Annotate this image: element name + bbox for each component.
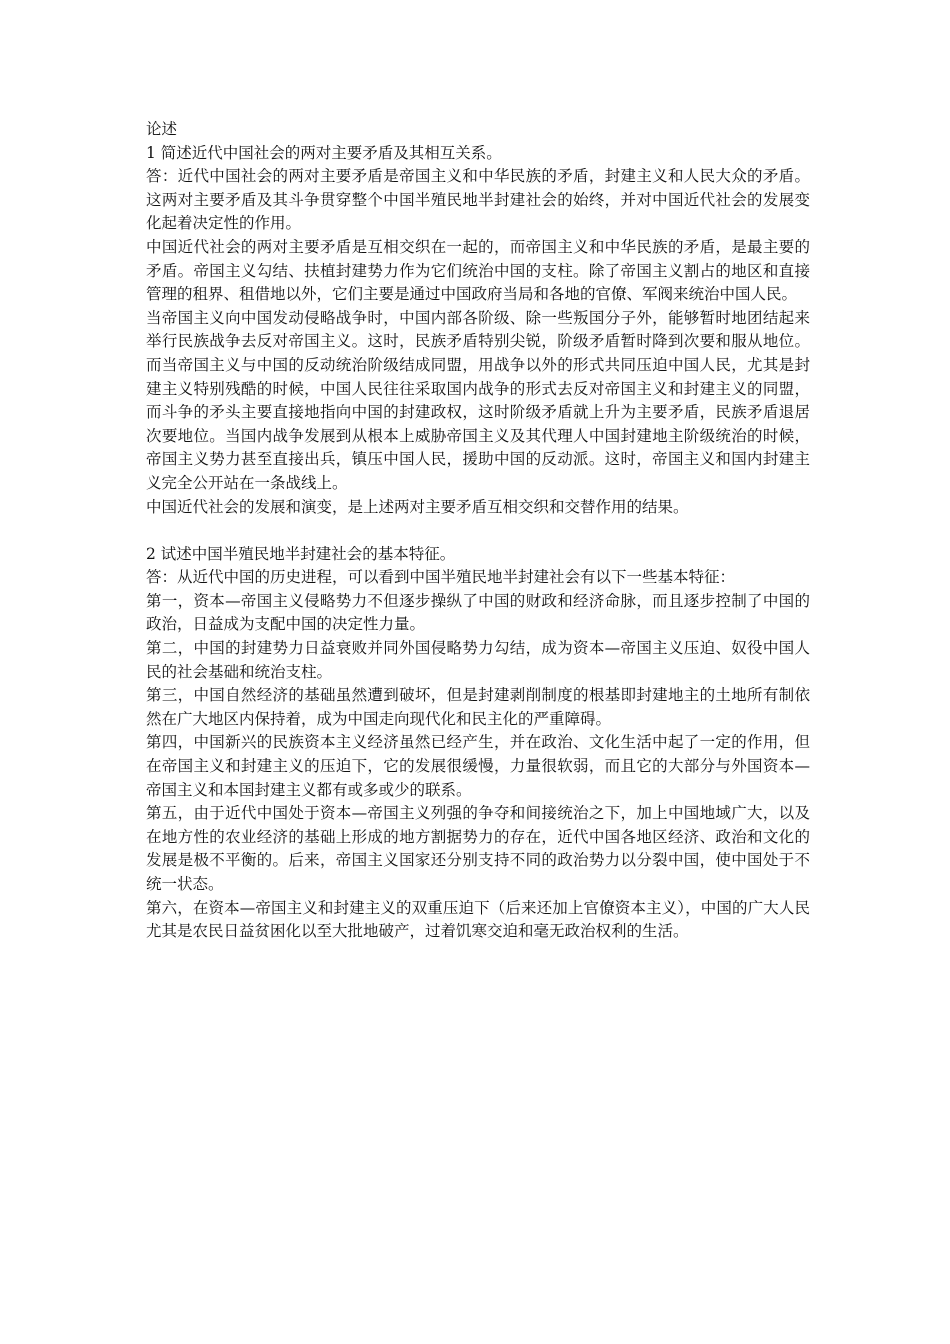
q2-paragraph: 第二，中国的封建势力日益衰败并同外国侵略势力勾结，成为资本—帝国主义压迫、奴役中国人民的社会基础和统治支柱。 [146, 639, 810, 681]
q2-paragraph: 第一，资本—帝国主义侵略势力不但逐步操纵了中国的财政和经济命脉，而且逐步控制了中国的政治，日益成为支配中国的决定性力量。 [146, 591, 810, 634]
q1-paragraph: 答：近代中国社会的两对主要矛盾是帝国主义和中华民族的矛盾，封建主义和人民大众的矛盾。这两对主要矛盾及其斗争贯穿整个中国半殖民地半封建社会的始终，并对中国近代社会的发展变化起着决定性的作用。 [146, 167, 810, 233]
q2-paragraph: 第六，在资本—帝国主义和封建主义的双重压迫下（后来还加上官僚资本主义），中国的广大人民尤其是农民日益贫困化以至大批地破产，过着饥寒交迫和毫无政治权利的生活。 [146, 898, 810, 941]
question-1: 1 简述近代中国社会的两对主要矛盾及其相互关系。 [146, 143, 502, 162]
question-2: 2 试述中国半殖民地半封建社会的基本特征。 [146, 544, 456, 563]
q1-paragraph: 中国近代社会的发展和演变，是上述两对主要矛盾互相交织和交替作用的结果。 [146, 497, 689, 516]
paragraph-spacer [146, 519, 810, 543]
q1-paragraph: 中国近代社会的两对主要矛盾是互相交织在一起的，而帝国主义和中华民族的矛盾，是最主要的矛盾。帝国主义勾结、扶植封建势力作为它们统治中国的支柱。除了帝国主义割占的地区和直接管理的租界、租借地以外，它们主要是通过中国政府当局和各地的官僚、军阀来统治中国人民。 [146, 237, 810, 304]
q2-paragraph: 第三，中国自然经济的基础虽然遭到破坏，但是封建剥削制度的根基即封建地主的土地所有制依然在广大地区内保持着，成为中国走向现代化和民主化的严重障碍。 [146, 686, 810, 728]
q2-paragraph: 答：从近代中国的历史进程，可以看到中国半殖民地半封建社会有以下一些基本特征： [146, 568, 736, 587]
section-heading: 论述 [146, 120, 178, 138]
q1-paragraph: 当帝国主义向中国发动侵略战争时，中国内部各阶级、除一些叛国分子外，能够暂时地团结起来举行民族战争去反对帝国主义。这时，民族矛盾特别尖锐，阶级矛盾暂时降到次要和服从地位。而当帝国主义与中国的反动统治阶级结成同盟，用战争以外的形式共同压迫中国人民，尤其是封建主义特别残酷的时候，中国人民往往采取国内战争的形式去反对帝国主义和封建主义的同盟，而斗争的矛头主要直接地指向中国的封建政权，这时阶级矛盾就上升为主要矛盾，民族矛盾退居次要地位。当国内战争发展到从根本上威胁帝国主义及其代理人中国封建地主阶级统治的时候，帝国主义势力甚至直接出兵，镇压中国人民，援助中国的反动派。这时，帝国主义和国内封建主义完全公开站在一条战线上。 [146, 308, 810, 492]
q2-paragraph: 第四，中国新兴的民族资本主义经济虽然已经产生，并在政治、文化生活中起了一定的作用，但在帝国主义和封建主义的压迫下，它的发展很缓慢，力量很软弱，而且它的大部分与外国资本—帝国主义和本国封建主义都有或多或少的联系。 [146, 733, 810, 799]
document-body [146, 118, 810, 944]
q2-paragraph: 第五，由于近代中国处于资本—帝国主义列强的争夺和间接统治之下，加上中国地域广大，以及在地方性的农业经济的基础上形成的地方割据势力的存在，近代中国各地区经济、政治和文化的发展是极不平衡的。后来，帝国主义国家还分别支持不同的政治势力以分裂中国，使中国处于不统一状态。 [146, 804, 810, 893]
